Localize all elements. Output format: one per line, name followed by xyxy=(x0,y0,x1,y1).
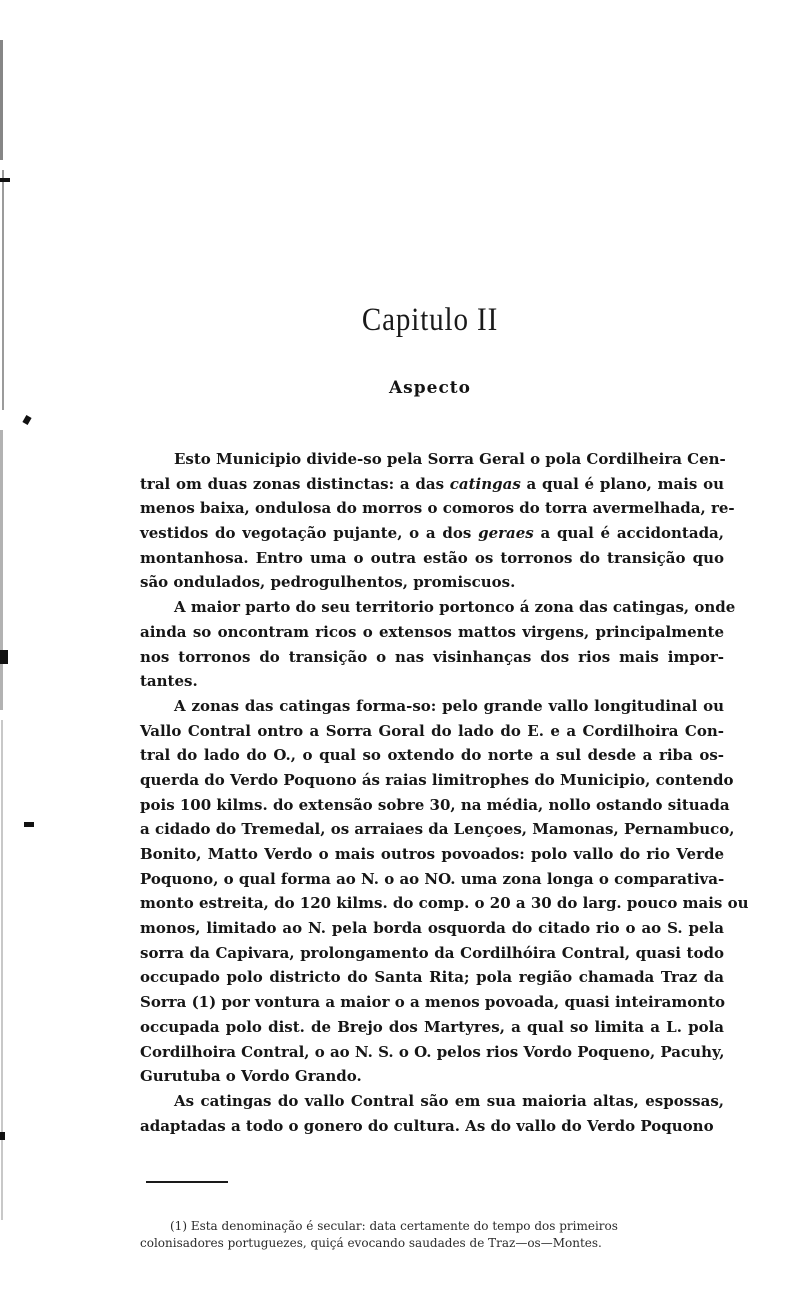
text-line: montanhosa. Entro uma o outra estão os torronos do transição quo xyxy=(140,548,724,567)
body-text xyxy=(140,447,749,1138)
scan-speck xyxy=(0,1132,5,1140)
section-title: Aspecto xyxy=(388,378,471,398)
text-line: Esto Municipio divide-so pela Sorra Geral o pola Cordilheira Cen- xyxy=(174,450,726,468)
text-line: A maior parto do seu territorio portonco á zona das catingas, onde xyxy=(174,598,736,617)
scan-edge-artifact xyxy=(2,170,4,410)
text-line: Vallo Contral ontro a Sorra Goral do lado do E. e a Cordilhoira Con- xyxy=(140,721,724,740)
chapter-title: Capitulo II xyxy=(361,302,499,338)
text-line: Sorra (1) por vontura a maior o a menos povoada, quasi inteiramonto xyxy=(140,993,726,1012)
scan-speck xyxy=(22,415,31,425)
text-line: occupada polo dist. de Brejo dos Martyres, a qual so limita a L. pola xyxy=(140,1017,724,1036)
text-line: tral om duas zonas distinctas: a das catingas a qual é plano, mais ou xyxy=(140,474,724,493)
text-line: menos baixa, ondulosa do morros o comoros do torra avermelhada, re- xyxy=(140,499,735,518)
text-line: Cordilhoira Contral, o ao N. S. o O. pelos rios Vordo Poqueno, Pacuhy, xyxy=(140,1042,725,1061)
scan-edge-artifact xyxy=(0,40,3,160)
text-line: monto estreita, do 120 kilms. do comp. o 20 a 30 do larg. pouco mais ou xyxy=(140,894,749,913)
text-line: sorra da Capivara, prolongamento da Cordilhóira Contral, quasi todo xyxy=(140,943,724,962)
text-line: A zonas das catingas forma-so: pelo grande vallo longitudinal ou xyxy=(174,696,724,715)
scan-speck xyxy=(0,650,8,664)
text-line: Gurutuba o Vordo Grando. xyxy=(140,1067,362,1086)
text-line: a cidado do Tremedal, os arraiaes da Lençoes, Mamonas, Pernambuco, xyxy=(140,820,735,839)
text-line: Bonito, Matto Verdo o mais outros povoados: polo vallo do rio Verde xyxy=(140,845,724,863)
text-line: ainda so oncontram ricos o extensos mattos virgens, principalmente xyxy=(140,622,724,641)
scan-speck xyxy=(0,178,10,182)
text-line: occupado polo districto do Santa Rita; pola região chamada Traz da xyxy=(140,968,724,987)
footnote xyxy=(140,1218,720,1252)
text-line: monos, limitado ao N. pela borda osquorda do citado rio o ao S. pela xyxy=(140,919,724,938)
text-line: nos torronos do transição o nas visinhanças dos rios mais impor- xyxy=(140,647,724,666)
text-line: As catingas do vallo Contral são em sua maioria altas, espossas, xyxy=(174,1091,724,1110)
text-line: querda do Verdo Poquono ás raias limitrophes do Municipio, contendo xyxy=(140,770,734,789)
scan-speck xyxy=(24,822,34,827)
scan-edge-artifact xyxy=(0,430,3,710)
text-line: tral do lado do O., o qual so oxtendo do norte a sul desde a riba os- xyxy=(140,746,724,765)
footnote-separator xyxy=(146,1181,228,1183)
footnote-line: colonisadores portuguezes, quiçá evocando saudades de Traz—os—Montes. xyxy=(140,1236,602,1250)
text-line: adaptadas a todo o gonero do cultura. As do vallo do Verdo Poquono xyxy=(140,1116,714,1135)
text-line: pois 100 kilms. do extensão sobre 30, na média, nollo ostando situada xyxy=(140,795,730,814)
text-line: Poquono, o qual forma ao N. o ao NO. uma zona longa o comparativa- xyxy=(140,869,725,888)
footnote-line: (1) Esta denominação é secular: data certamente do tempo dos primeiros xyxy=(170,1219,618,1233)
text-line: tantes. xyxy=(140,672,198,691)
text-line: são ondulados, pedrogulhentos, promiscuos. xyxy=(140,573,516,592)
text-line: vestidos do vegotação pujante, o a dos geraes a qual é accidontada, xyxy=(140,524,724,543)
scan-edge-artifact xyxy=(1,720,3,1220)
